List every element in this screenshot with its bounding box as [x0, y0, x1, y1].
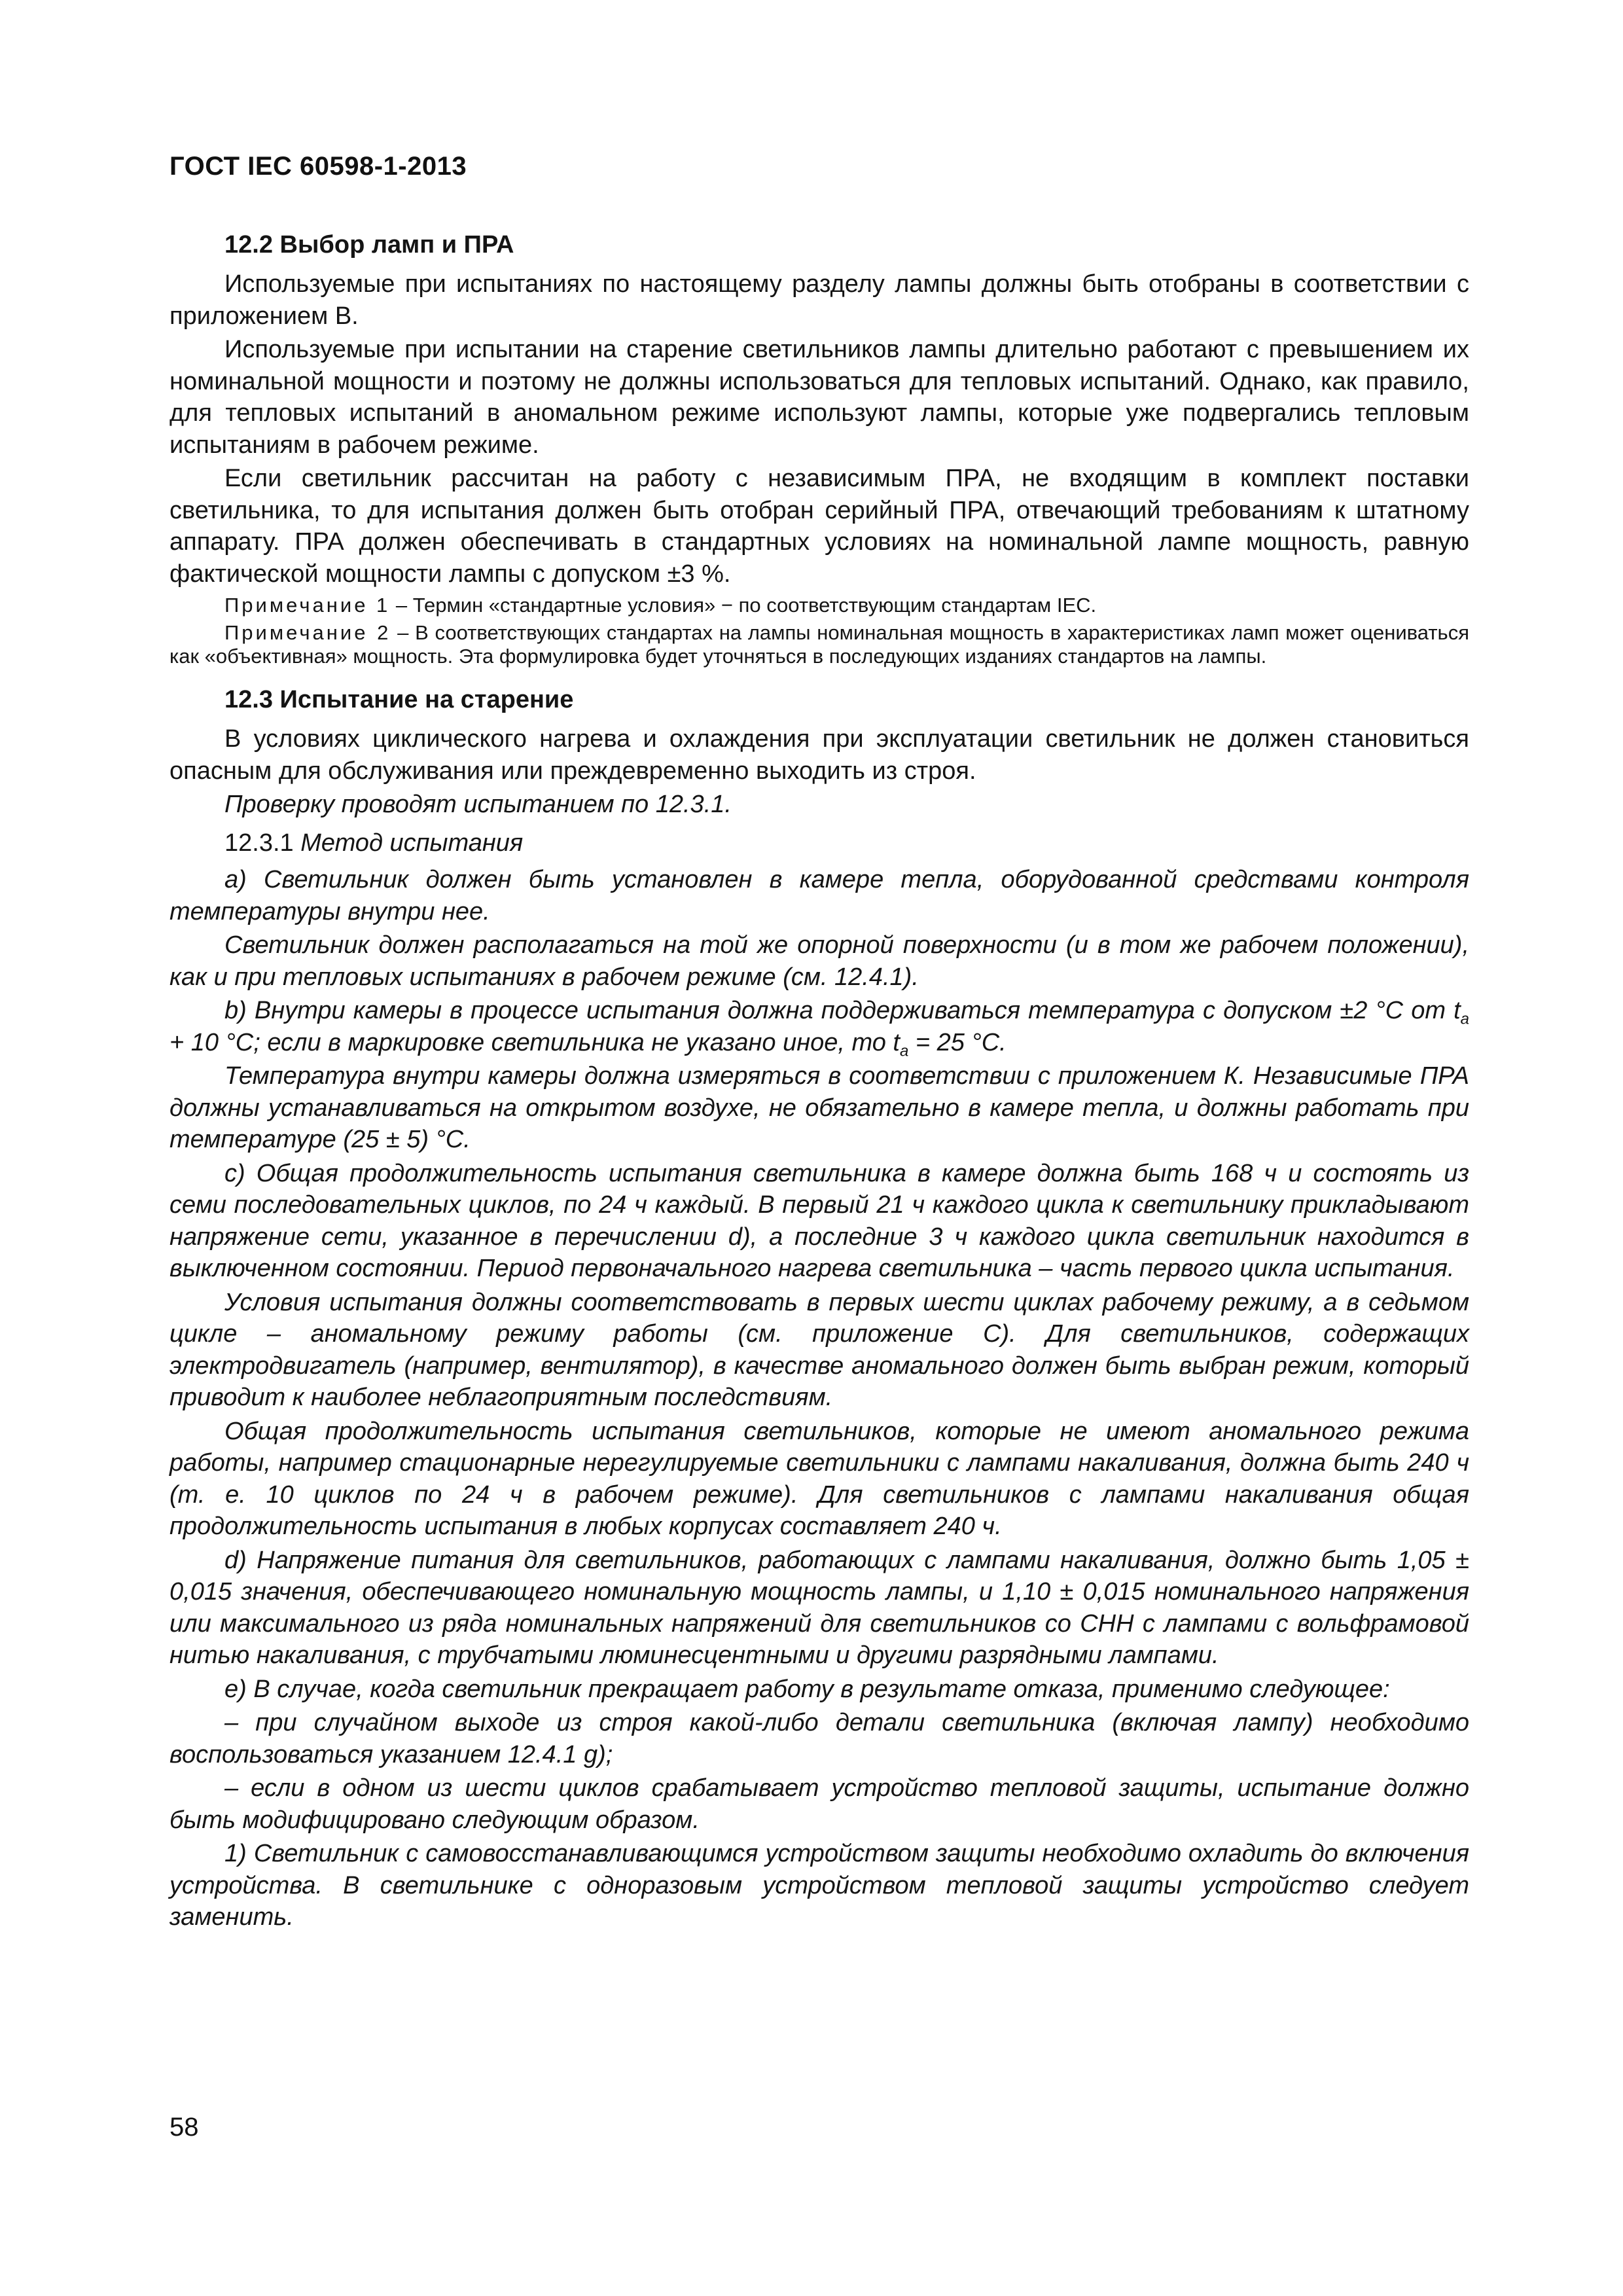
paragraph: Условия испытания должны соответствовать в первых шести циклах рабочему режиму, а в седьмом цикле – аномальному режиму работы (см. приложение С). Для светильников, содержащих электродвигатель (например, вентилятор), в качестве аномального должен быть выбран режим, который приводит к наиболее неблагоприятным последствиям.	[169, 1288, 1469, 1411]
paragraph-item-d: d) Напряжение питания для светильников, работающих с лампами накаливания, должно быть 1,05 ± 0,015 значения, обеспечивающего номинальную мощность лампы, и 1,10 ± 0,015 номинального напряжения или максимального из ряда номинальных напряжений для светильников со СНН с лампами с вольфрамовой нитью накаливания, с трубчатыми люминесцентными и другими разрядными лампами.	[169, 1546, 1469, 1669]
note-text: – Термин «стандартные условия» − по соответствующим стандартам IEC.	[390, 594, 1097, 617]
paragraph: Светильник должен располагаться на той же опорной поверхности (и в том же рабочем положении), как и при тепловых испытаниях в рабочем режиме (см. 12.4.1).	[169, 931, 1469, 991]
text-run: + 10 °С; если в маркировке светильника не указано иное, то t	[169, 1028, 900, 1056]
text-run: b) Внутри камеры в процессе испытания должна поддерживаться температура с допуском ±2 °С от t	[224, 997, 1461, 1024]
note-1	[169, 594, 1469, 617]
paragraph: Температура внутри камеры должна измеряться в соответствии с приложением К. Независимые ПРА должны устанавливаться на открытом воздухе, не обязательно в камере тепла, и должны работать при температуре (25 ± 5) °С.	[169, 1062, 1469, 1153]
subsection-number: 12.3.1	[224, 829, 301, 857]
paragraph: Если светильник рассчитан на работу с независимым ПРА, не входящим в комплект поставки светильника, то для испытания должен быть отобран серийный ПРА, отвечающий требованиям к штатному аппарату. ПРА должен обеспечивать в стандартных условиях на номинальной лампе мощность, равную фактической мощности лампы с допуском ±3 %.	[169, 465, 1469, 588]
subscript: a	[900, 1042, 909, 1060]
note-2	[169, 621, 1469, 668]
paragraph: Используемые при испытаниях по настоящему разделу лампы должны быть отобраны в соответствии с приложением В.	[169, 270, 1469, 330]
paragraph-item-a: а) Светильник должен быть установлен в камере тепла, оборудованной средствами контроля температуры внутри нее.	[169, 866, 1469, 925]
paragraph-item-c: с) Общая продолжительность испытания светильника в камере должна быть 168 ч и состоять из семи последовательных циклов, по 24 ч каждый. В первый 21 ч каждого цикла к светильнику прикладывают напряжение сети, указанное в перечислении d), а последние 3 ч каждого цикла светильник находится в выключенном состоянии. Период первоначального нагрева светильника – часть первого цикла испытания.	[169, 1159, 1469, 1282]
subsection-caption-12-3-1	[169, 827, 1469, 859]
document-code-header: ГОСТ IEC 60598-1-2013	[169, 152, 467, 181]
section-title-12-2: 12.2 Выбор ламп и ПРА	[224, 231, 514, 259]
note-label: Примечание 2	[224, 621, 391, 644]
paragraph-item-b	[169, 995, 1469, 1058]
paragraph: Общая продолжительность испытания светильников, которые не имеют аномального режима работы, например стационарные нерегулируемые светильники с лампами накаливания, должна быть 240 ч (т. е. 10 циклов по 24 ч в рабочем режиме). Для светильников с лампами накаливания общая продолжительность испытания в любых корпусах составляет 240 ч.	[169, 1417, 1469, 1540]
text-run: = 25 °С.	[908, 1028, 1007, 1056]
document-body	[169, 229, 1469, 1935]
paragraph-item-e: е) В случае, когда светильник прекращает работу в результате отказа, применимо следующее:	[224, 1675, 1390, 1703]
paragraph-check: Проверку проводят испытанием по 12.3.1.	[224, 791, 732, 818]
subsection-title: Метод испытания	[300, 829, 524, 857]
note-text: – В соответствующих стандартах на лампы номинальная мощность в характеристиках ламп может оцениваться как «объективная» мощность. Эта формулировка будет уточняться в последующих изданиях стандартов на лампы.	[169, 621, 1469, 668]
paragraph: 1) Светильник с самовосстанавливающимся устройством защиты необходимо охладить до включения устройства. В светильнике с одноразовым устройством тепловой защиты устройство следует заменить.	[169, 1840, 1469, 1931]
paragraph: – при случайном выходе из строя какой-либо детали светильника (включая лампу) необходимо воспользоваться указанием 12.4.1 g);	[169, 1709, 1469, 1768]
note-label: Примечание 1	[224, 594, 391, 617]
paragraph: – если в одном из шести циклов срабатывает устройство тепловой защиты, испытание должно быть модифицировано следующим образом.	[169, 1774, 1469, 1834]
paragraph: Используемые при испытании на старение светильников лампы длительно работают с превышением их номинальной мощности и поэтому не должны использоваться для тепловых испытаний. Однако, как правило, для тепловых испытаний в аномальном режиме используют лампы, которые уже подвергались тепловым испытаниям в рабочем режиме.	[169, 336, 1469, 459]
paragraph: В условиях циклического нагрева и охлаждения при эксплуатации светильник не должен становиться опасным для обслуживания или преждевременно выходить из строя.	[169, 725, 1469, 785]
section-title-12-3: 12.3 Испытание на старение	[224, 686, 574, 713]
page-number: 58	[169, 2113, 199, 2142]
subscript: a	[1460, 1010, 1469, 1028]
